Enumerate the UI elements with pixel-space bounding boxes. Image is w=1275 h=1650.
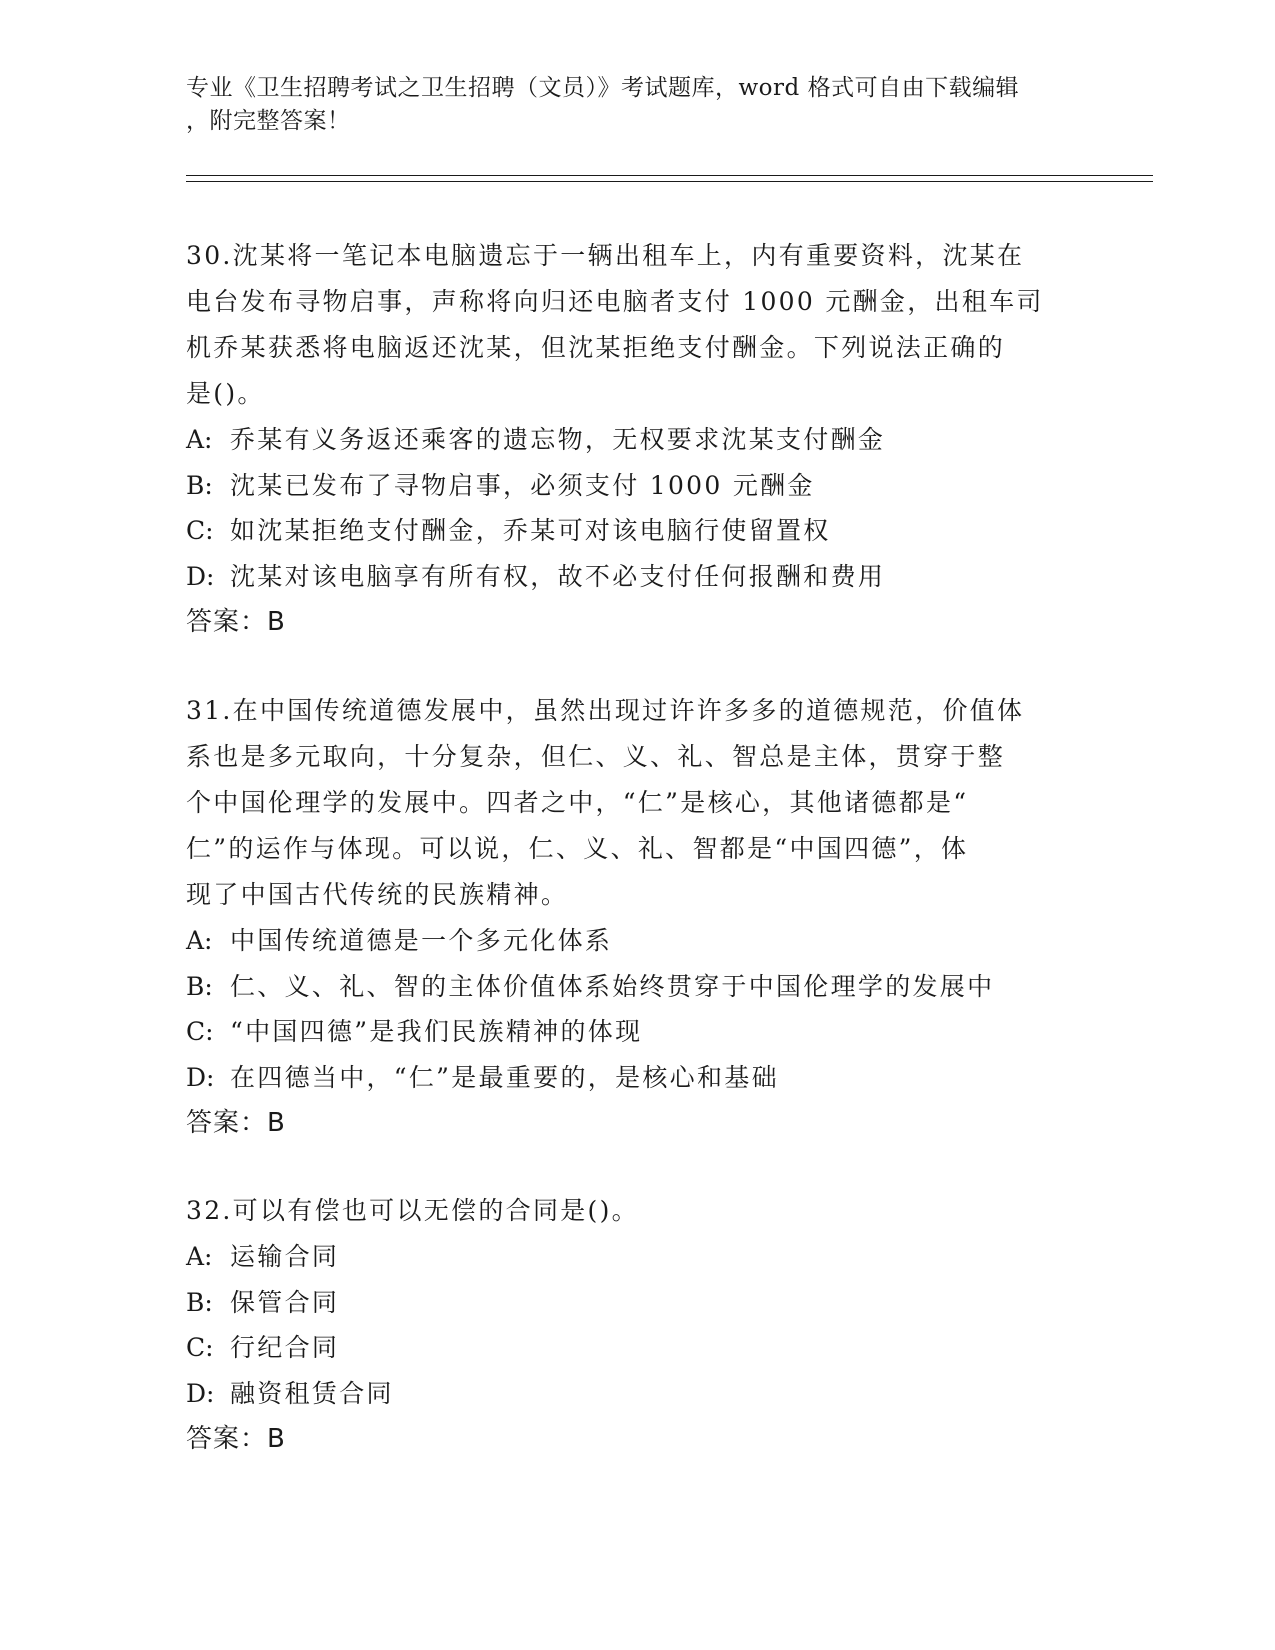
option-c	[186, 1009, 1086, 1055]
option-letter: D:	[186, 561, 215, 591]
option-b	[186, 1280, 1086, 1326]
question-text-line: 31.在中国传统道德发展中，虽然出现过许许多多的道德规范，价值体	[186, 696, 1025, 725]
option-letter: B:	[186, 971, 213, 1001]
option-a	[186, 1234, 1086, 1280]
question-text-line: 机乔某获悉将电脑返还沈某，但沈某拒绝支付酬金。下列说法正确的	[186, 333, 1006, 362]
option-letter: D:	[186, 1378, 215, 1408]
question-text-line: 30.沈某将一笔记本电脑遗忘于一辆出租车上，内有重要资料，沈某在	[186, 241, 1025, 270]
option-letter: D:	[186, 1062, 215, 1092]
question-text-line: 现了中国古代传统的民族精神。	[186, 880, 569, 909]
question-text-line: 是()。	[186, 379, 265, 408]
answer-label: 答案：B	[186, 607, 286, 637]
option-letter: A:	[186, 1242, 213, 1271]
option-a	[186, 918, 1086, 964]
option-text: 仁、义、礼、智的主体价值体系始终贯穿于中国伦理学的发展中	[230, 971, 995, 1001]
option-letter: C:	[186, 1333, 214, 1362]
option-c	[186, 508, 1086, 554]
option-letter: B:	[186, 1287, 213, 1317]
option-text: 乔某有义务返还乘客的遗忘物，无权要求沈某支付酬金	[230, 425, 886, 454]
option-letter: A:	[186, 425, 213, 454]
option-text: 行纪合同	[230, 1333, 340, 1362]
answer-label: 答案：B	[186, 1108, 286, 1138]
header-divider-bottom	[186, 181, 1153, 182]
option-c	[186, 1325, 1086, 1371]
option-text: 中国传统道德是一个多元化体系	[230, 926, 613, 955]
document-header	[186, 72, 1066, 138]
option-d	[186, 1371, 1086, 1417]
option-letter: C:	[186, 1017, 214, 1046]
option-b	[186, 964, 1086, 1010]
option-text: 沈某已发布了寻物启事，必须支付 1000 元酬金	[230, 470, 815, 500]
question-text-line: 电台发布寻物启事，声称将向归还电脑者支付 1000 元酬金，出租车司	[186, 287, 1044, 316]
question-30	[186, 233, 1086, 645]
question-text-line: 仁”的运作与体现。可以说，仁、义、礼、智都是“中国四德”，体	[186, 834, 969, 863]
question-text-line: 个中国伦理学的发展中。四者之中，“仁”是核心，其他诸德都是“	[186, 788, 969, 817]
option-a	[186, 417, 1086, 463]
answer-label: 答案：B	[186, 1424, 286, 1454]
question-31	[186, 688, 1086, 1146]
option-text: 如沈某拒绝支付酬金，乔某可对该电脑行使留置权	[230, 516, 831, 545]
option-text: 在四德当中，“仁”是最重要的，是核心和基础	[230, 1062, 779, 1092]
option-letter: A:	[186, 926, 213, 955]
option-d	[186, 1055, 1086, 1101]
question-text-line: 系也是多元取向，十分复杂，但仁、义、礼、智总是主体，贯穿于整	[186, 742, 1006, 771]
option-text: 保管合同	[230, 1287, 340, 1317]
question-text-line: 32.可以有偿也可以无偿的合同是()。	[186, 1196, 639, 1225]
option-d	[186, 554, 1086, 600]
option-text: “中国四德”是我们民族精神的体现	[230, 1017, 643, 1046]
option-text: 运输合同	[230, 1242, 340, 1271]
question-32	[186, 1188, 1086, 1462]
option-letter: B:	[186, 470, 213, 500]
option-letter: C:	[186, 516, 214, 545]
header-divider-top	[186, 175, 1153, 176]
option-text: 沈某对该电脑享有所有权，故不必支付任何报酬和费用	[230, 561, 886, 591]
option-b	[186, 463, 1086, 509]
option-text: 融资租赁合同	[230, 1378, 394, 1408]
header-line-2: ，附完整答案！	[186, 108, 351, 134]
header-line-1: 专业《卫生招聘考试之卫生招聘（文员）》考试题库，word 格式可自由下载编辑	[186, 75, 1020, 101]
